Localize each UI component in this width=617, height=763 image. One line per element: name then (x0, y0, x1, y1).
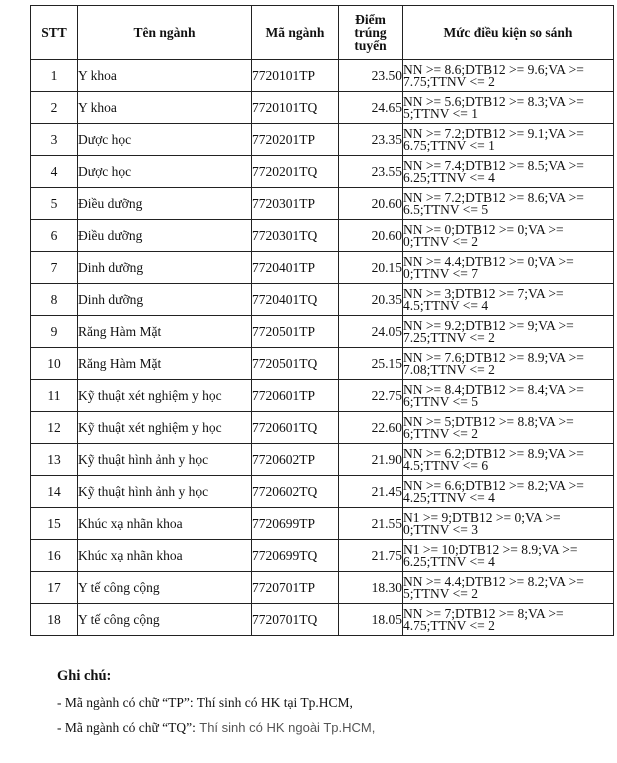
row-program-name: Kỹ thuật xét nghiệm y học (78, 412, 252, 444)
table-row (31, 540, 614, 572)
row-condition-line1: N1 >= 10;DTB12 >= 8.9;VA >= (403, 541, 578, 557)
table-row (31, 124, 614, 156)
row-program-name: Y khoa (78, 60, 252, 92)
row-score: 20.60 (339, 188, 403, 220)
note-tq-prefix: - Mã ngành có chữ “TQ”: (57, 720, 200, 735)
row-condition (403, 572, 614, 604)
row-score: 22.75 (339, 380, 403, 412)
row-program-code: 7720201TP (252, 124, 339, 156)
row-program-code: 7720301TP (252, 188, 339, 220)
row-program-name: Y khoa (78, 92, 252, 124)
notes-section (57, 668, 375, 745)
header-code: Mã ngành (252, 6, 339, 60)
row-condition-line1: NN >= 8.6;DTB12 >= 9.6;VA >= (403, 61, 584, 77)
row-score: 21.45 (339, 476, 403, 508)
note-tq (57, 720, 375, 736)
row-condition-line2: 7.08;TTNV <= 2 (403, 361, 495, 377)
row-program-name: Điều dưỡng (78, 220, 252, 252)
row-program-name: Kỹ thuật xét nghiệm y học (78, 380, 252, 412)
row-score: 24.65 (339, 92, 403, 124)
row-condition (403, 540, 614, 572)
row-condition-line2: 6.25;TTNV <= 4 (403, 553, 495, 569)
row-score: 20.60 (339, 220, 403, 252)
row-program-name: Kỹ thuật hình ảnh y học (78, 476, 252, 508)
row-condition (403, 412, 614, 444)
row-condition (403, 124, 614, 156)
row-program-name: Dược học (78, 156, 252, 188)
row-condition (403, 284, 614, 316)
row-condition-line1: NN >= 0;DTB12 >= 0;VA >= (403, 221, 564, 237)
table-row (31, 380, 614, 412)
row-condition (403, 380, 614, 412)
row-stt: 3 (31, 124, 78, 156)
row-stt: 7 (31, 252, 78, 284)
table-row (31, 604, 614, 636)
row-condition (403, 60, 614, 92)
row-condition-line1: NN >= 8.4;DTB12 >= 8.4;VA >= (403, 381, 584, 397)
row-program-code: 7720602TP (252, 444, 339, 476)
row-program-name: Dược học (78, 124, 252, 156)
row-program-code: 7720201TQ (252, 156, 339, 188)
row-condition-line1: N1 >= 9;DTB12 >= 0;VA >= (403, 509, 561, 525)
row-condition (403, 444, 614, 476)
row-stt: 1 (31, 60, 78, 92)
row-stt: 12 (31, 412, 78, 444)
row-stt: 15 (31, 508, 78, 540)
row-condition-line2: 6;TTNV <= 5 (403, 393, 478, 409)
row-score: 25.15 (339, 348, 403, 380)
row-condition-line1: NN >= 6.2;DTB12 >= 8.9;VA >= (403, 445, 584, 461)
row-score: 21.55 (339, 508, 403, 540)
row-condition (403, 316, 614, 348)
row-condition-line2: 7.25;TTNV <= 2 (403, 329, 495, 345)
row-program-code: 7720501TQ (252, 348, 339, 380)
row-program-code: 7720401TP (252, 252, 339, 284)
row-condition-line1: NN >= 5.6;DTB12 >= 8.3;VA >= (403, 93, 584, 109)
row-score: 21.90 (339, 444, 403, 476)
note-tp (57, 695, 375, 711)
row-condition-line2: 4.25;TTNV <= 4 (403, 489, 495, 505)
row-stt: 16 (31, 540, 78, 572)
table-row (31, 476, 614, 508)
row-program-code: 7720602TQ (252, 476, 339, 508)
row-condition-line1: NN >= 6.6;DTB12 >= 8.2;VA >= (403, 477, 584, 493)
row-program-name: Y tế công cộng (78, 604, 252, 636)
row-condition (403, 156, 614, 188)
row-stt: 4 (31, 156, 78, 188)
row-stt: 6 (31, 220, 78, 252)
row-condition-line2: 6.5;TTNV <= 5 (403, 201, 489, 217)
row-condition (403, 476, 614, 508)
row-program-name: Dinh dưỡng (78, 284, 252, 316)
header-name: Tên ngành (78, 6, 252, 60)
row-program-name: Răng Hàm Mặt (78, 348, 252, 380)
row-score: 23.35 (339, 124, 403, 156)
header-score-line3: tuyển (354, 38, 387, 53)
row-condition (403, 604, 614, 636)
note-tq-text: Thí sinh có HK ngoài Tp.HCM, (199, 720, 376, 735)
row-score: 23.55 (339, 156, 403, 188)
table-body (31, 60, 614, 636)
row-program-name: Điều dưỡng (78, 188, 252, 220)
row-program-name: Dinh dưỡng (78, 252, 252, 284)
row-stt: 14 (31, 476, 78, 508)
row-condition-line1: NN >= 5;DTB12 >= 8.8;VA >= (403, 413, 574, 429)
notes-title: Ghi chú: (57, 668, 112, 684)
row-program-code: 7720601TQ (252, 412, 339, 444)
table-row (31, 444, 614, 476)
table-row (31, 316, 614, 348)
row-program-name: Răng Hàm Mặt (78, 316, 252, 348)
row-condition-line2: 6;TTNV <= 2 (403, 425, 478, 441)
row-program-code: 7720701TP (252, 572, 339, 604)
row-condition-line1: NN >= 3;DTB12 >= 7;VA >= (403, 285, 564, 301)
row-condition-line2: 5;TTNV <= 2 (403, 585, 478, 601)
row-score: 18.30 (339, 572, 403, 604)
row-program-code: 7720101TP (252, 60, 339, 92)
table-row (31, 92, 614, 124)
row-program-code: 7720701TQ (252, 604, 339, 636)
row-condition (403, 92, 614, 124)
row-condition-line2: 0;TTNV <= 3 (403, 521, 478, 537)
row-condition-line1: NN >= 7.2;DTB12 >= 8.6;VA >= (403, 189, 584, 205)
row-condition (403, 508, 614, 540)
table-row (31, 60, 614, 92)
row-score: 20.15 (339, 252, 403, 284)
row-score: 18.05 (339, 604, 403, 636)
table-row (31, 412, 614, 444)
row-program-code: 7720699TP (252, 508, 339, 540)
header-stt: STT (31, 6, 78, 60)
table-row (31, 188, 614, 220)
row-condition-line1: NN >= 4.4;DTB12 >= 8.2;VA >= (403, 573, 584, 589)
row-score: 21.75 (339, 540, 403, 572)
row-condition-line1: NN >= 9.2;DTB12 >= 9;VA >= (403, 317, 574, 333)
row-condition-line2: 4.75;TTNV <= 2 (403, 617, 495, 633)
row-condition (403, 220, 614, 252)
table-row (31, 348, 614, 380)
row-score: 22.60 (339, 412, 403, 444)
table-row (31, 572, 614, 604)
row-condition-line1: NN >= 7.2;DTB12 >= 9.1;VA >= (403, 125, 584, 141)
row-stt: 11 (31, 380, 78, 412)
table-header-row (31, 6, 614, 60)
row-score: 23.50 (339, 60, 403, 92)
row-program-name: Kỹ thuật hình ảnh y học (78, 444, 252, 476)
row-score: 24.05 (339, 316, 403, 348)
row-condition-line1: NN >= 4.4;DTB12 >= 0;VA >= (403, 253, 574, 269)
table-row (31, 284, 614, 316)
row-stt: 9 (31, 316, 78, 348)
table-row (31, 220, 614, 252)
row-program-code: 7720501TP (252, 316, 339, 348)
row-stt: 8 (31, 284, 78, 316)
row-condition-line2: 0;TTNV <= 2 (403, 233, 478, 249)
admission-scores-table (30, 5, 614, 636)
row-condition (403, 348, 614, 380)
row-score: 20.35 (339, 284, 403, 316)
row-program-code: 7720699TQ (252, 540, 339, 572)
row-program-name: Khúc xạ nhãn khoa (78, 540, 252, 572)
row-condition (403, 252, 614, 284)
row-stt: 13 (31, 444, 78, 476)
row-stt: 2 (31, 92, 78, 124)
table-row (31, 252, 614, 284)
row-stt: 17 (31, 572, 78, 604)
row-condition-line2: 4.5;TTNV <= 4 (403, 297, 489, 313)
row-condition-line2: 0;TTNV <= 7 (403, 265, 478, 281)
row-condition (403, 188, 614, 220)
header-score-line1: Điểm (355, 12, 386, 27)
note-tp-prefix: - Mã ngành có chữ “TP”: (57, 695, 197, 710)
note-tp-text: Thí sinh có HK tại Tp.HCM, (196, 695, 353, 710)
row-condition-line1: NN >= 7;DTB12 >= 8;VA >= (403, 605, 564, 621)
header-score-line2: trúng (354, 25, 387, 40)
row-condition-line1: NN >= 7.4;DTB12 >= 8.5;VA >= (403, 157, 584, 173)
row-condition-line1: NN >= 7.6;DTB12 >= 8.9;VA >= (403, 349, 584, 365)
row-program-code: 7720101TQ (252, 92, 339, 124)
row-stt: 18 (31, 604, 78, 636)
table-row (31, 156, 614, 188)
row-program-code: 7720601TP (252, 380, 339, 412)
row-program-name: Y tế công cộng (78, 572, 252, 604)
row-condition-line2: 6.75;TTNV <= 1 (403, 137, 495, 153)
row-program-name: Khúc xạ nhãn khoa (78, 508, 252, 540)
row-program-code: 7720301TQ (252, 220, 339, 252)
row-condition-line2: 5;TTNV <= 1 (403, 105, 478, 121)
row-stt: 10 (31, 348, 78, 380)
header-score (339, 6, 403, 60)
row-stt: 5 (31, 188, 78, 220)
row-condition-line2: 6.25;TTNV <= 4 (403, 169, 495, 185)
row-condition-line2: 4.5;TTNV <= 6 (403, 457, 489, 473)
row-program-code: 7720401TQ (252, 284, 339, 316)
header-condition: Mức điều kiện so sánh (403, 6, 614, 60)
table-row (31, 508, 614, 540)
row-condition-line2: 7.75;TTNV <= 2 (403, 73, 495, 89)
